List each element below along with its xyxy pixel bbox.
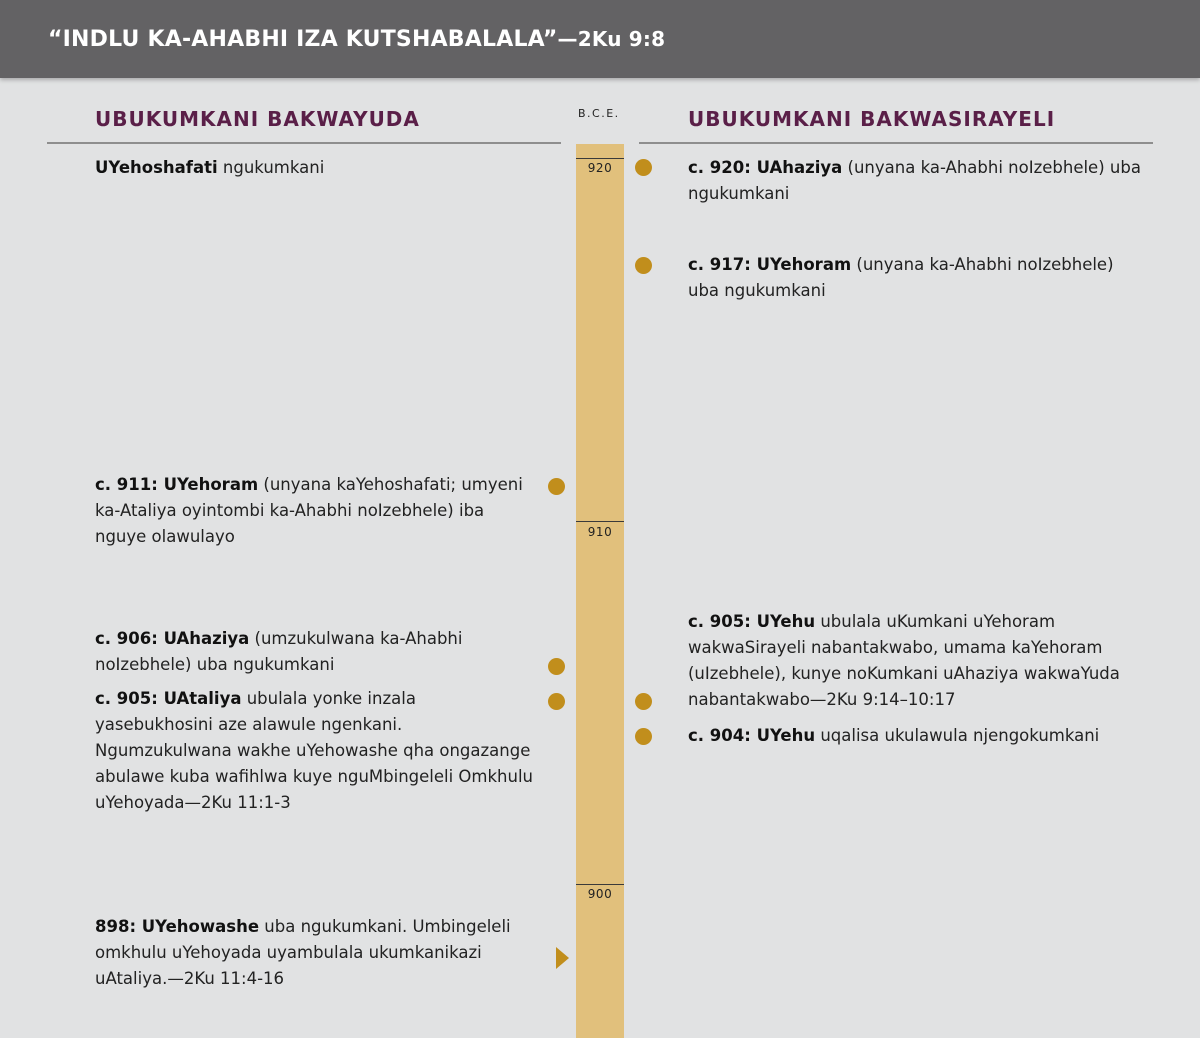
timeline-tick-line xyxy=(576,884,624,885)
timeline-marker-dot xyxy=(635,728,652,745)
continuation-arrow-icon xyxy=(556,947,569,969)
scripture-reference: —2Ku 9:8 xyxy=(557,27,666,51)
timeline-entry: c. 906: UAhaziya (umzukulwana ka-Ahabhi noIzebhele) uba ngukumkani xyxy=(95,629,463,674)
header-banner xyxy=(0,0,1200,78)
timeline-entry: c. 905: UAtaliya ubulala yonke inzala yasebukhosini aze alawule ngenkani. Ngumzukulwana wakhe uYehowashe qha ongazange abulawe kuba wafihlwa kuye nguMbingeleli Omkhulu uYehoyada—2Ku 11:1-3 xyxy=(95,689,534,812)
page-title: “INDLU KA-AHABHI IZA KUTSHABALALA”—2Ku 9:8 xyxy=(48,27,666,52)
timeline-tick-line xyxy=(576,521,624,522)
timeline-entry: UYehoshafati ngukumkani xyxy=(95,158,325,177)
timeline-tick-label: 900 xyxy=(587,887,613,901)
timeline-entry: c. 917: UYehoram (unyana ka-Ahabhi noIzebhele) uba ngukumkani xyxy=(688,255,1114,300)
era-label: B.C.E. xyxy=(578,107,620,120)
timeline-marker-dot xyxy=(548,478,565,495)
timeline-bar xyxy=(576,144,624,1038)
timeline-tick-label: 920 xyxy=(587,161,613,175)
timeline-tick-label: 910 xyxy=(587,525,613,539)
timeline-entry: c. 911: UYehoram (unyana kaYehoshafati; umyeni ka-Ataliya oyintombi ka-Ahabhi noIzebhele) iba nguye olawulayo xyxy=(95,475,523,546)
left-column-title: UBUKUMKANI BAKWAYUDA xyxy=(95,107,420,131)
timeline-marker-dot xyxy=(548,658,565,675)
timeline-marker-dot xyxy=(635,257,652,274)
timeline-entry: c. 904: UYehu uqalisa ukulawula njengokumkani xyxy=(688,726,1100,745)
timeline-entry: 898: UYehowashe uba ngukumkani. Umbingeleli omkhulu uYehoyada uyambulala ukumkanikazi uAtaliya.—2Ku 11:4-16 xyxy=(95,917,511,988)
right-column-title: UBUKUMKANI BAKWASIRAYELI xyxy=(688,107,1056,131)
timeline-tick-line xyxy=(576,158,624,159)
right-divider xyxy=(639,142,1153,144)
timeline-marker-dot xyxy=(635,693,652,710)
timeline-entry: c. 905: UYehu ubulala uKumkani uYehoram wakwaSirayeli nabantakwabo, umama kaYehoram (uIzebhele), kunye noKumkani uAhaziya wakwaYuda nabantakwabo—2Ku 9:14–10:17 xyxy=(688,612,1120,709)
timeline-marker-dot xyxy=(635,159,652,176)
timeline-entry: c. 920: UAhaziya (unyana ka-Ahabhi noIzebhele) uba ngukumkani xyxy=(688,158,1141,203)
timeline-marker-dot xyxy=(548,693,565,710)
left-divider xyxy=(47,142,561,144)
